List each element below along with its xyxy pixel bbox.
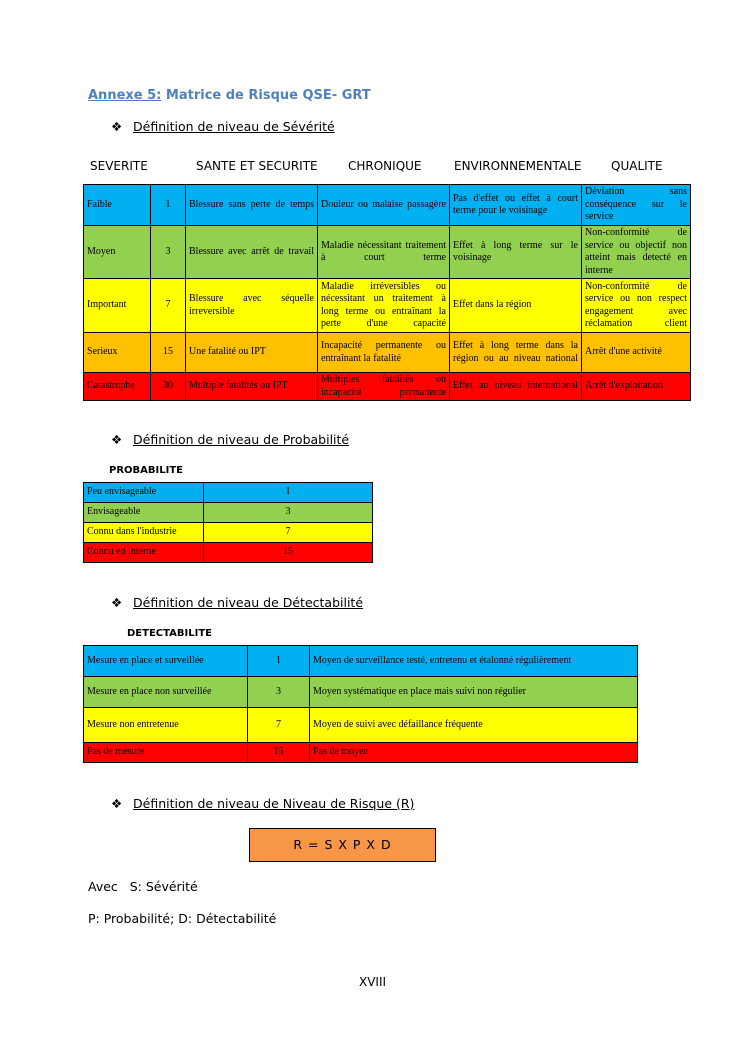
- severity-level: Serieux: [84, 333, 151, 373]
- probability-value: 7: [204, 523, 373, 543]
- probability-label: Envisageable: [84, 503, 204, 523]
- detectability-desc: Moyen de surveillance testé, entretenu et étalonné régulièrement: [310, 646, 638, 677]
- probability-value: 3: [204, 503, 373, 523]
- section-severity: [111, 119, 335, 134]
- table-row: [84, 226, 691, 279]
- severity-chronique: Incapacité permanente ou entraînant la fatalité: [318, 333, 450, 373]
- detectability-label: Mesure en place et surveillée: [84, 646, 248, 677]
- header-severite: SEVERITE: [90, 159, 148, 173]
- section-detectability-title: Définition de niveau de Détectabilité: [133, 595, 364, 610]
- severity-env: Effet à long terme dans la région ou au niveau national: [450, 333, 582, 373]
- section-risk-title: Définition de niveau de Niveau de Risque (R): [133, 796, 415, 811]
- table-row: [84, 185, 691, 226]
- section-probability: [111, 432, 349, 447]
- severity-qualite: Arrêt d'exploitation: [582, 373, 691, 401]
- section-probability-title: Définition de niveau de Probabilité: [133, 432, 350, 447]
- bullet-diamond-icon: ❖: [111, 595, 123, 610]
- severity-qualite: Déviation sans conséquence sur le service: [582, 185, 691, 226]
- severity-sante: Blessure avec arrêt de travail: [186, 226, 318, 279]
- detectability-value: 7: [248, 708, 310, 743]
- section-severity-title: Définition de niveau de Sévérité: [133, 119, 335, 134]
- legend-line-2: P: Probabilité; D: Détectabilité: [88, 911, 277, 926]
- severity-level: Moyen: [84, 226, 151, 279]
- bullet-diamond-icon: ❖: [111, 119, 123, 134]
- probability-label: Connu en interne: [84, 543, 204, 563]
- bullet-diamond-icon: ❖: [111, 796, 123, 811]
- table-row: [84, 543, 373, 563]
- severity-table: [83, 184, 691, 401]
- detectability-value: 1: [248, 646, 310, 677]
- header-qualite: QUALITE: [611, 159, 663, 173]
- severity-value: 3: [151, 226, 186, 279]
- severity-env: Effet au niveau international: [450, 373, 582, 401]
- detectability-desc: Pas de moyen: [310, 743, 638, 763]
- table-row: [84, 523, 373, 543]
- risk-formula: R = S X P X D: [249, 828, 436, 862]
- table-row: [84, 646, 638, 677]
- page-number: XVIII: [358, 975, 387, 989]
- header-environnementale: ENVIRONNEMENTALE: [454, 159, 582, 173]
- severity-env: Effet à long terme sur le voisinage: [450, 226, 582, 279]
- header-sante-securite: SANTE ET SECURITE: [196, 159, 318, 173]
- probability-label: Connu dans l'industrie: [84, 523, 204, 543]
- detectability-label: Pas de mesure: [84, 743, 248, 763]
- table-row: [84, 373, 691, 401]
- severity-qualite: Non-conformité de service ou non respect engagement avec réclamation client: [582, 279, 691, 333]
- severity-env: Effet dans la région: [450, 279, 582, 333]
- probability-label: Peu envisageable: [84, 483, 204, 503]
- severity-qualite: Arrêt d'une activité: [582, 333, 691, 373]
- table-row: [84, 503, 373, 523]
- severity-qualite: Non-conformité de service ou objectif non atteint mais detecté en interne: [582, 226, 691, 279]
- severity-level: Important: [84, 279, 151, 333]
- legend-line-1: Avec S: Sévérité: [88, 879, 198, 894]
- detectability-desc: Moyen de suivi avec défaillance fréquente: [310, 708, 638, 743]
- severity-sante: Multiple fatalités ou IPT: [186, 373, 318, 401]
- detectability-value: 15: [248, 743, 310, 763]
- severity-sante: Une fatalité ou IPT: [186, 333, 318, 373]
- annex-title-text: Matrice de Risque QSE- GRT: [161, 88, 371, 103]
- table-row: [84, 677, 638, 708]
- severity-chronique: Maladie nécessitant traitement à court terme: [318, 226, 450, 279]
- probability-value: 1: [204, 483, 373, 503]
- table-row: [84, 483, 373, 503]
- severity-chronique: Multiples fatalités ou incapacité permanente: [318, 373, 450, 401]
- severity-value: 7: [151, 279, 186, 333]
- annex-prefix: Annexe 5:: [88, 88, 162, 103]
- section-risk: [111, 796, 414, 811]
- severity-chronique: Douleur ou malaise passagère: [318, 185, 450, 226]
- section-detectability: [111, 595, 363, 610]
- annex-title: [88, 88, 371, 103]
- severity-chronique: Maladie irréversibles ou nécessitant un traitement à long terme ou entraînant la perte d'une capacité: [318, 279, 450, 333]
- severity-level: Faible: [84, 185, 151, 226]
- severity-sante: Blessure sans perte de temps: [186, 185, 318, 226]
- detectability-label: Mesure en place non surveillée: [84, 677, 248, 708]
- detectability-table: [83, 645, 638, 763]
- severity-level: Catastrophe: [84, 373, 151, 401]
- table-row: [84, 333, 691, 373]
- bullet-diamond-icon: ❖: [111, 432, 123, 447]
- severity-value: 1: [151, 185, 186, 226]
- severity-value: 15: [151, 333, 186, 373]
- severity-sante: Blessure avec séquelle irreversible: [186, 279, 318, 333]
- detectability-value: 3: [248, 677, 310, 708]
- detectability-desc: Moyen systématique en place mais suivi non régulier: [310, 677, 638, 708]
- probability-subtitle: PROBABILITE: [109, 465, 183, 476]
- severity-value: 30: [151, 373, 186, 401]
- severity-env: Pas d'effet ou effet à court terme pour le voisinage: [450, 185, 582, 226]
- probability-value: 15: [204, 543, 373, 563]
- header-chronique: CHRONIQUE: [348, 159, 422, 173]
- probability-table: [83, 482, 373, 563]
- table-row: [84, 708, 638, 743]
- detectability-label: Mesure non entretenue: [84, 708, 248, 743]
- table-row: [84, 743, 638, 763]
- table-row: [84, 279, 691, 333]
- detectability-subtitle: DETECTABILITE: [127, 628, 212, 639]
